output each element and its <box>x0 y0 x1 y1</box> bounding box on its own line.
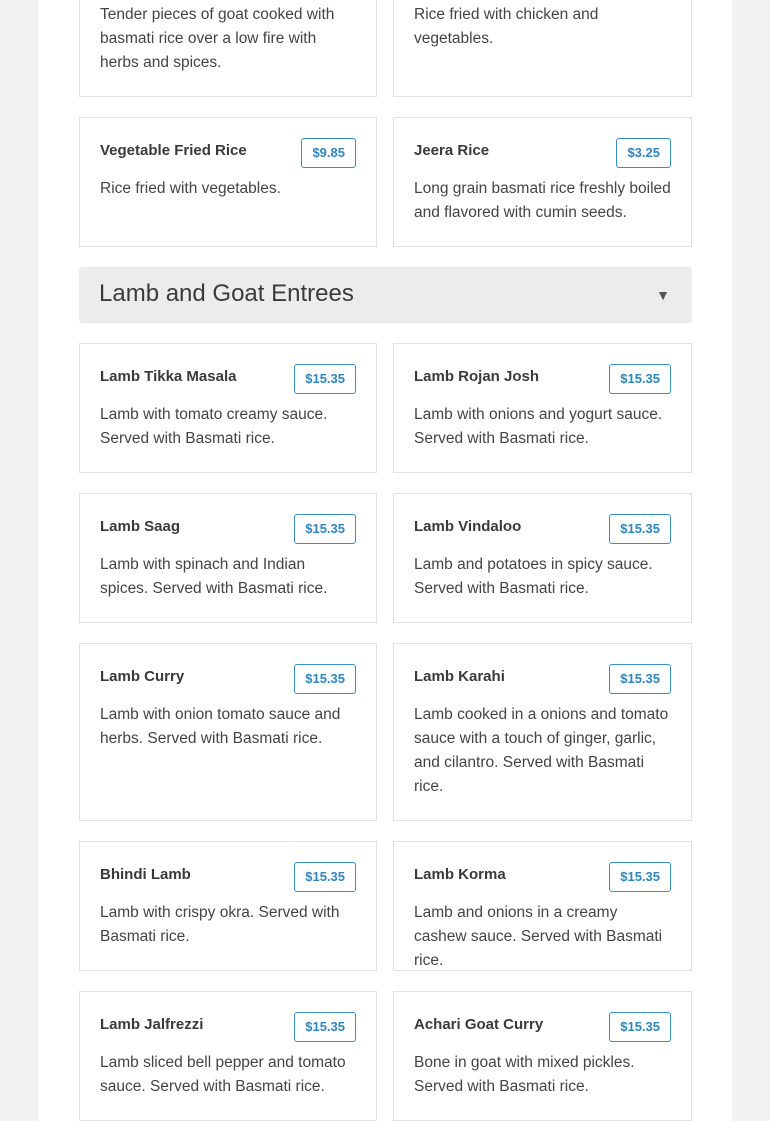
menu-item-description: Lamb with crispy okra. Served with Basmati rice. <box>100 904 340 945</box>
menu-item-price: $15.35 <box>294 664 356 694</box>
menu-item-name: Jeera Rice <box>414 142 490 159</box>
menu-item-price: $15.35 <box>609 664 671 694</box>
menu-item-name: Lamb Jalfrezzi <box>100 1016 204 1033</box>
menu-item-name: Vegetable Fried Rice <box>100 142 247 159</box>
menu-item-card[interactable] <box>79 643 377 821</box>
menu-item-card[interactable] <box>79 343 377 473</box>
menu-item-description: Bone in goat with mixed pickles. Served with Basmati rice. <box>414 1054 635 1095</box>
menu-item-price: $15.35 <box>294 514 356 544</box>
menu-item-price: $15.35 <box>609 1012 671 1042</box>
menu-item-description: Long grain basmati rice freshly boiled and flavored with cumin seeds. <box>414 180 671 221</box>
menu-item-description: Lamb and potatoes in spicy sauce. Served with Basmati rice. <box>414 556 653 597</box>
menu-item-card[interactable] <box>393 841 692 971</box>
menu-item-price: $15.35 <box>294 1012 356 1042</box>
menu-item-description: Tender pieces of goat cooked with basmati rice over a low fire with herbs and spices. <box>100 6 335 71</box>
menu-item-card[interactable] <box>393 991 692 1121</box>
menu-item-description: Lamb with onion tomato sauce and herbs. Served with Basmati rice. <box>100 706 341 747</box>
menu-item-card[interactable] <box>393 0 692 97</box>
menu-item-price: $15.35 <box>294 862 356 892</box>
menu-item-card[interactable] <box>393 643 692 821</box>
menu-item-description: Lamb cooked in a onions and tomato sauce with a touch of ginger, garlic, and cilantro. Served with Basmati rice. <box>414 706 669 795</box>
menu-item-card[interactable] <box>393 343 692 473</box>
menu-item-card[interactable] <box>393 117 692 247</box>
section-title: Lamb and Goat Entrees <box>99 280 354 307</box>
menu-item-name: Lamb Karahi <box>414 668 505 685</box>
menu-item-card[interactable] <box>79 117 377 247</box>
menu-item-description: Lamb and onions in a creamy cashew sauce. Served with Basmati rice. <box>414 904 663 969</box>
menu-item-price: $15.35 <box>294 364 356 394</box>
menu-item-price: $15.35 <box>609 862 671 892</box>
menu-item-card[interactable] <box>79 991 377 1121</box>
menu-item-card[interactable] <box>79 841 377 971</box>
menu-item-card[interactable] <box>79 0 377 97</box>
menu-item-price: $15.35 <box>609 514 671 544</box>
menu-item-name: Achari Goat Curry <box>414 1016 544 1033</box>
menu-item-name: Lamb Saag <box>100 518 181 535</box>
chevron-down-icon[interactable]: ▼ <box>656 287 670 303</box>
menu-item-description: Lamb sliced bell pepper and tomato sauce. Served with Basmati rice. <box>100 1054 346 1095</box>
menu-item-name: Lamb Rojan Josh <box>414 368 540 385</box>
menu-item-description: Lamb with spinach and Indian spices. Served with Basmati rice. <box>100 556 328 597</box>
menu-item-card[interactable] <box>393 493 692 623</box>
menu-item-description: Lamb with tomato creamy sauce. Served with Basmati rice. <box>100 406 328 447</box>
menu-item-name: Lamb Curry <box>100 668 185 685</box>
menu-item-price: $15.35 <box>609 364 671 394</box>
menu-item-name: Lamb Tikka Masala <box>100 368 237 385</box>
menu-item-description: Lamb with onions and yogurt sauce. Served with Basmati rice. <box>414 406 663 447</box>
menu-item-name: Bhindi Lamb <box>100 866 191 883</box>
menu-item-card[interactable] <box>79 493 377 623</box>
menu-page <box>38 0 732 1121</box>
section-header-lamb-goat[interactable] <box>79 267 692 323</box>
menu-item-description: Rice fried with chicken and vegetables. <box>414 6 599 47</box>
menu-item-description: Rice fried with vegetables. <box>100 180 281 197</box>
menu-item-price: $9.85 <box>301 138 356 168</box>
menu-item-price: $3.25 <box>616 138 671 168</box>
menu-item-name: Lamb Vindaloo <box>414 518 522 535</box>
menu-item-name: Lamb Korma <box>414 866 506 883</box>
